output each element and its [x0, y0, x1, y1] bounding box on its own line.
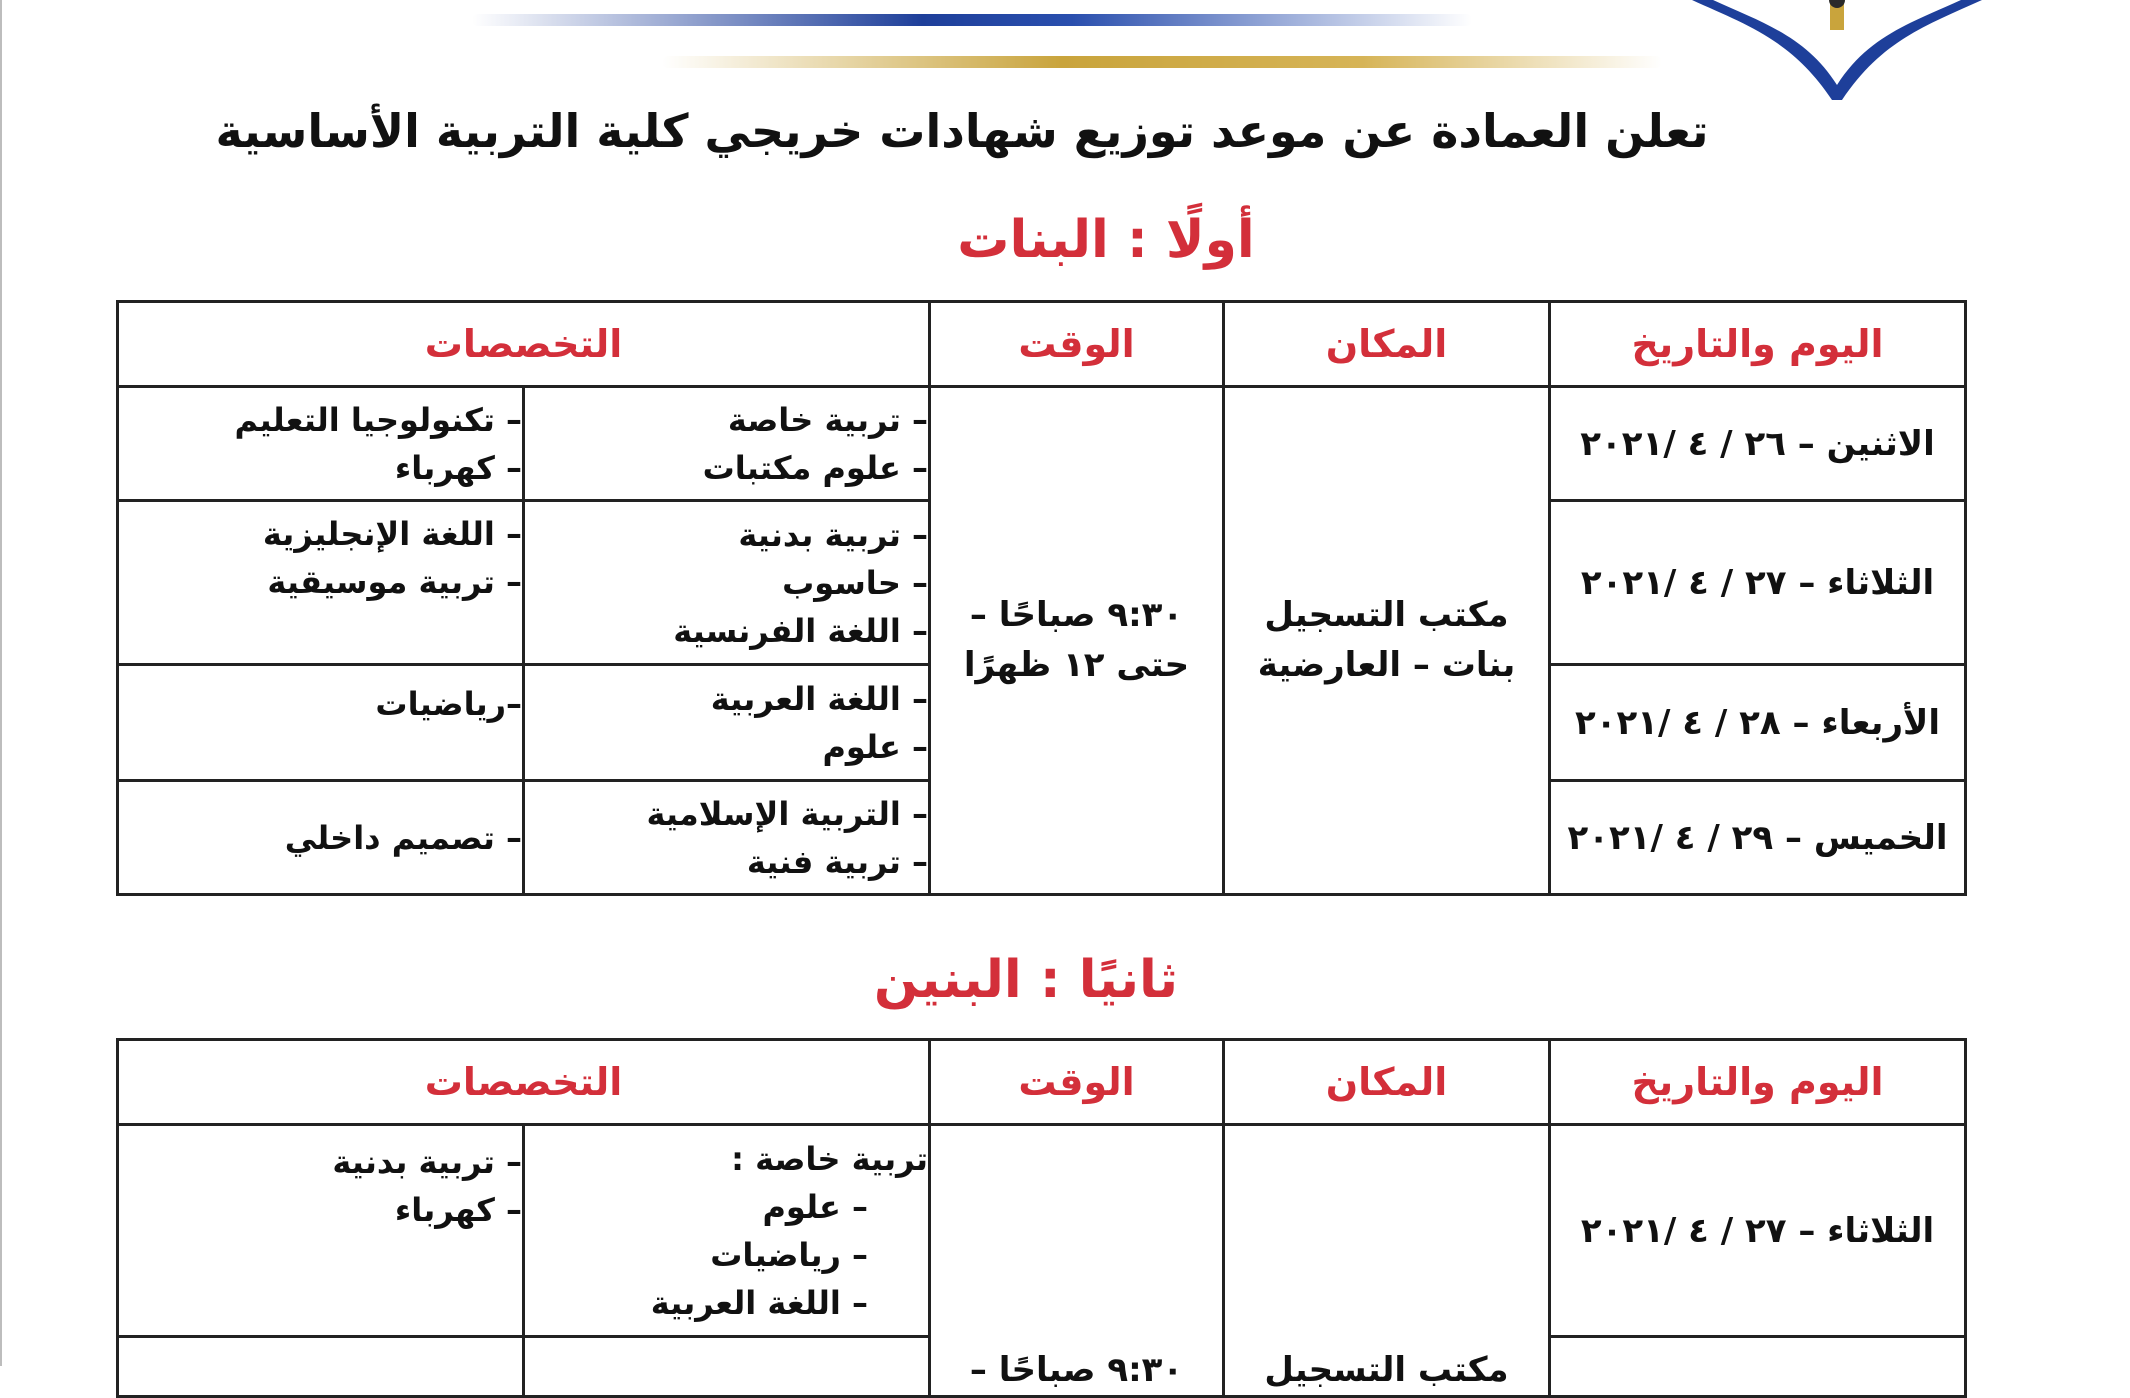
table-row	[118, 387, 1966, 501]
specialization-cell	[118, 781, 524, 895]
boys-schedule-table	[116, 1038, 1967, 1398]
column-header-date: اليوم والتاريخ	[1550, 302, 1966, 387]
specialization-item: – تكنولوجيا التعليم	[234, 400, 523, 439]
specialization-item: تربية خاصة :	[731, 1139, 929, 1178]
specialization-cell	[118, 1337, 524, 1397]
header-stripe-blue	[472, 14, 1472, 26]
place-line: بنات – العارضية	[1257, 644, 1516, 685]
college-logo-icon	[1692, 0, 1982, 100]
header-stripe-gold	[662, 56, 1662, 68]
column-header-time: الوقت	[930, 302, 1224, 387]
specialization-item: – حاسوب	[782, 563, 929, 602]
specialization-cell	[118, 665, 524, 781]
girls-section-title: أولًا : البنات	[957, 210, 1255, 270]
specialization-cell	[524, 1125, 930, 1337]
time-cell	[930, 387, 1224, 895]
table-header-row	[118, 1040, 1966, 1125]
column-header-place: المكان	[1224, 302, 1550, 387]
specialization-cell	[118, 387, 524, 501]
specialization-cell	[524, 501, 930, 665]
specialization-item: –رياضيات	[375, 685, 523, 723]
specialization-item: – علوم مكتبات	[702, 448, 929, 487]
time-cell	[930, 1125, 1224, 1397]
specialization-item: – اللغة الإنجليزية	[262, 515, 523, 553]
specialization-item: – تربية فنية	[746, 842, 929, 881]
column-header-specializations: التخصصات	[118, 302, 930, 387]
specialization-cell	[524, 1337, 930, 1397]
place-line: مكتب التسجيل	[1264, 1349, 1509, 1390]
time-line: ٩:٣٠ صباحًا –	[969, 1349, 1184, 1390]
specialization-item: – اللغة الفرنسية	[673, 611, 929, 650]
specialization-item: – كهرباء	[394, 1191, 523, 1229]
specialization-item: – اللغة العربية	[650, 1283, 869, 1322]
specialization-cell	[524, 665, 930, 781]
specialization-item: – علوم	[822, 727, 929, 766]
place-cell	[1224, 387, 1550, 895]
time-line: ٩:٣٠ صباحًا –	[969, 595, 1184, 636]
specialization-item: – كهرباء	[394, 448, 523, 487]
specialization-item: – تربية خاصة	[727, 400, 929, 439]
date-cell: الأربعاء – ٢٨ / ٤ /٢٠٢١	[1550, 665, 1966, 781]
table-header-row	[118, 302, 1966, 387]
place-line: مكتب التسجيل	[1264, 595, 1509, 636]
date-cell: الثلاثاء – ٢٧ / ٤ /٢٠٢١	[1550, 1125, 1966, 1337]
column-header-time: الوقت	[930, 1040, 1224, 1125]
place-cell	[1224, 1125, 1550, 1397]
date-cell: الاثنين – ٢٦ / ٤ /٢٠٢١	[1550, 387, 1966, 501]
column-header-specializations: التخصصات	[118, 1040, 930, 1125]
column-header-place: المكان	[1224, 1040, 1550, 1125]
specialization-cell	[524, 781, 930, 895]
specialization-item: – التربية الإسلامية	[646, 794, 929, 833]
girls-schedule-table	[116, 300, 1967, 896]
specialization-item: – تصميم داخلي	[284, 818, 523, 857]
time-line: حتى ١٢ ظهرًا	[963, 644, 1190, 685]
announcement-headline: تعلن العمادة عن موعد توزيع شهادات خريجي كلية التربية الأساسية	[215, 104, 1709, 158]
date-cell: الخميس – ٢٩ / ٤ /٢٠٢١	[1550, 781, 1966, 895]
specialization-item: – تربية بدنية	[738, 515, 929, 554]
specialization-item: – اللغة العربية	[710, 679, 929, 718]
specialization-cell	[118, 1125, 524, 1337]
date-cell: الثلاثاء – ٢٧ / ٤ /٢٠٢١	[1550, 501, 1966, 665]
specialization-item: – علوم	[762, 1187, 869, 1226]
boys-section-title: ثانيًا : البنين	[873, 950, 1179, 1010]
specialization-item: – رياضيات	[710, 1235, 869, 1274]
specialization-item: – تربية موسيقية	[267, 563, 523, 601]
column-header-date: اليوم والتاريخ	[1550, 1040, 1966, 1125]
specialization-cell	[118, 501, 524, 665]
specialization-cell	[524, 387, 930, 501]
table-row	[118, 1125, 1966, 1337]
date-cell	[1550, 1337, 1966, 1397]
specialization-item: – تربية بدنية	[332, 1143, 523, 1181]
